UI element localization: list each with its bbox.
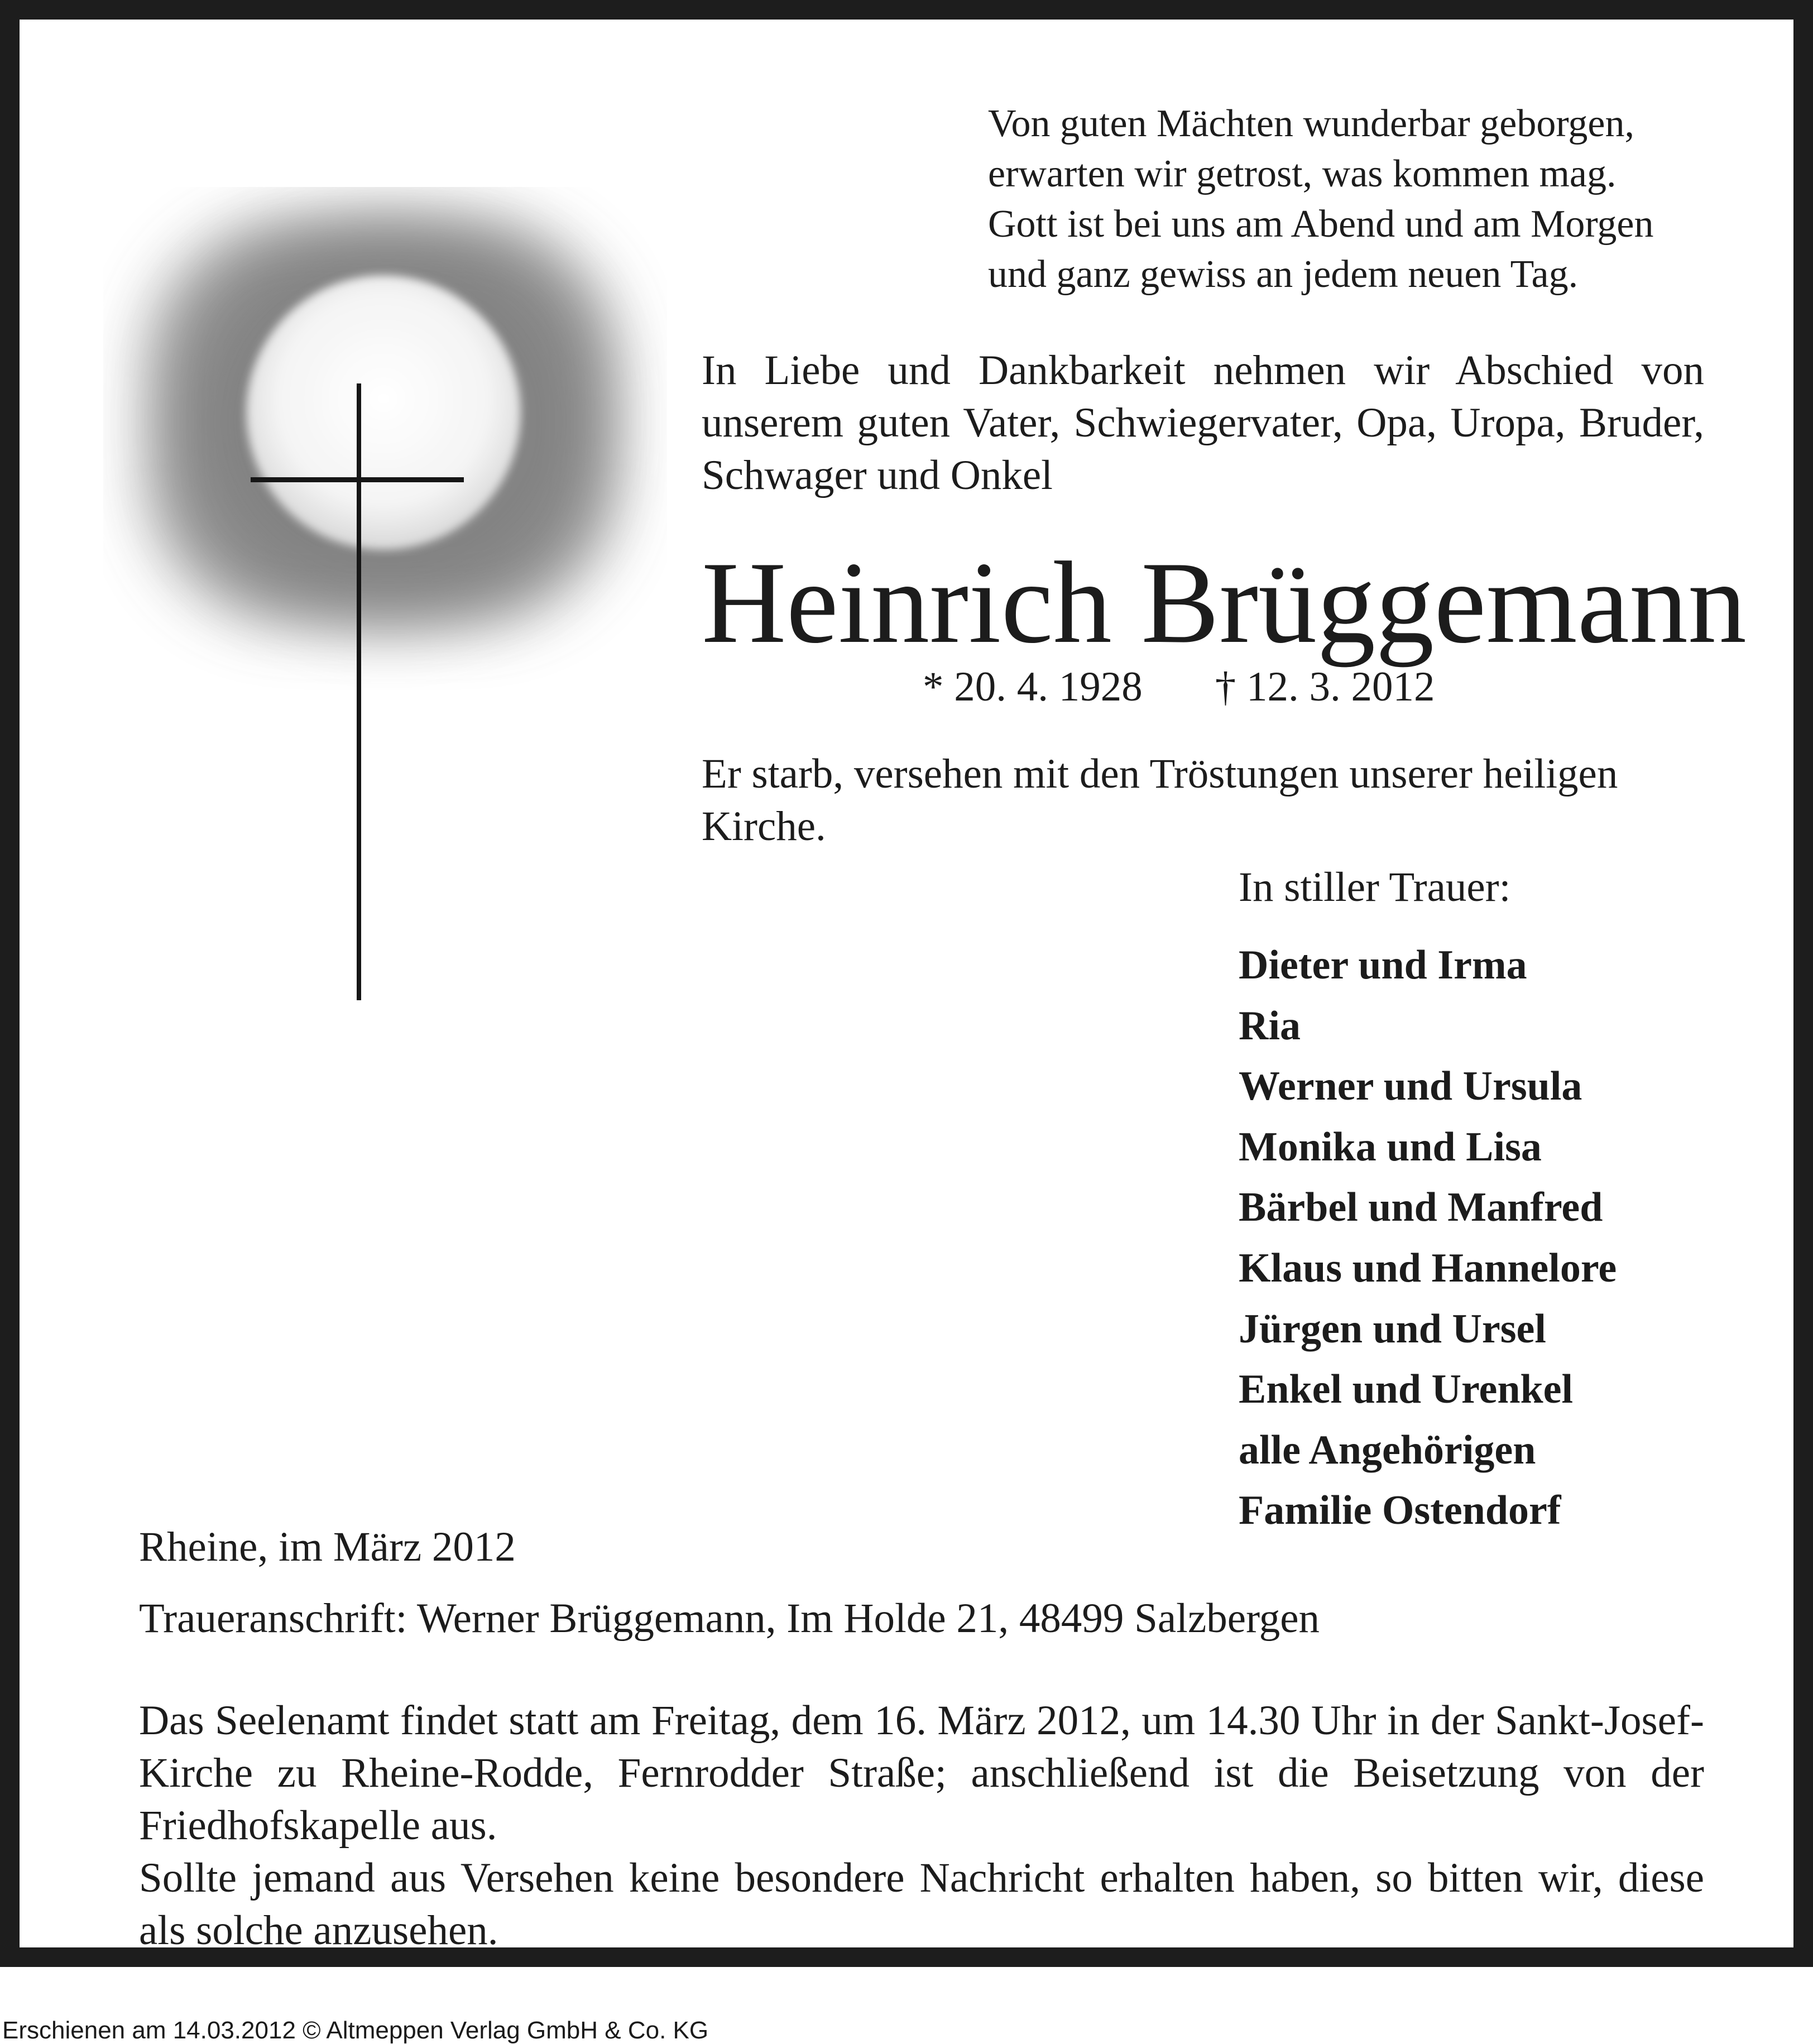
poem-verse: [988, 99, 1736, 300]
notice-paragraph: Sollte jemand aus Versehen keine besondere Nachricht erhalten haben, so bitten wir, diese als solche anzusehen.: [139, 1855, 1704, 1954]
poem-line: erwarten wir getrost, was kommen mag.: [988, 152, 1617, 195]
mourner-item: Familie Ostendorf: [1239, 1488, 1561, 1534]
publication-footer: Erschienen am 14.03.2012 © Altmeppen Verlag GmbH & Co. KG: [2, 2017, 709, 2044]
mourner-item: alle Angehörigen: [1239, 1427, 1536, 1473]
cross-moon-icon: [103, 187, 667, 1024]
mourner-item: Enkel und Urenkel: [1239, 1366, 1574, 1413]
poem-line: und ganz gewiss an jedem neuen Tag.: [988, 253, 1579, 296]
cross-moon-illustration: [103, 187, 667, 1024]
service-paragraph: Das Seelenamt findet statt am Freitag, dem 16. März 2012, um 14.30 Uhr in der Sankt-Josef-Kirche zu Rheine-Rodde, Fernrodder Straße; anschließend ist die Beisetzung von der Friedhofskapelle aus.: [139, 1697, 1704, 1849]
mourner-item: Dieter und Irma: [1239, 942, 1527, 988]
service-info: [139, 1695, 1704, 1957]
mourner-item: Monika und Lisa: [1239, 1124, 1542, 1170]
mourning-address: Traueranschrift: Werner Brüggemann, Im Holde 21, 48499 Salzbergen: [139, 1595, 1320, 1642]
birth-date: * 20. 4. 1928: [923, 664, 1143, 710]
life-dates: [923, 660, 1435, 713]
mourner-item: Bärbel und Manfred: [1239, 1184, 1603, 1231]
poem-line: Von guten Mächten wunderbar geborgen,: [988, 102, 1634, 145]
mourner-item: Ria: [1239, 1002, 1301, 1049]
mourner-item: Werner und Ursula: [1239, 1063, 1582, 1110]
farewell-intro: In Liebe und Dankbarkeit nehmen wir Abschied von unserem guten Vater, Schwiegervater, Opa, Uropa, Bruder, Schwager und Onkel: [702, 347, 1704, 498]
mourner-item: Jürgen und Ursel: [1239, 1306, 1546, 1352]
death-note: Er starb, versehen mit den Tröstungen unserer heiligen Kirche.: [702, 751, 1618, 850]
place-date: Rheine, im März 2012: [139, 1524, 516, 1570]
poem-line: Gott ist bei uns am Abend und am Morgen: [988, 203, 1654, 246]
mourners-list: [1239, 935, 1617, 1541]
deceased-name: Heinrich Brüggemann: [702, 538, 1747, 668]
mourner-item: Klaus und Hannelore: [1239, 1245, 1617, 1291]
mourning-label: In stiller Trauer:: [1239, 864, 1511, 910]
death-date: † 12. 3. 2012: [1215, 664, 1435, 710]
